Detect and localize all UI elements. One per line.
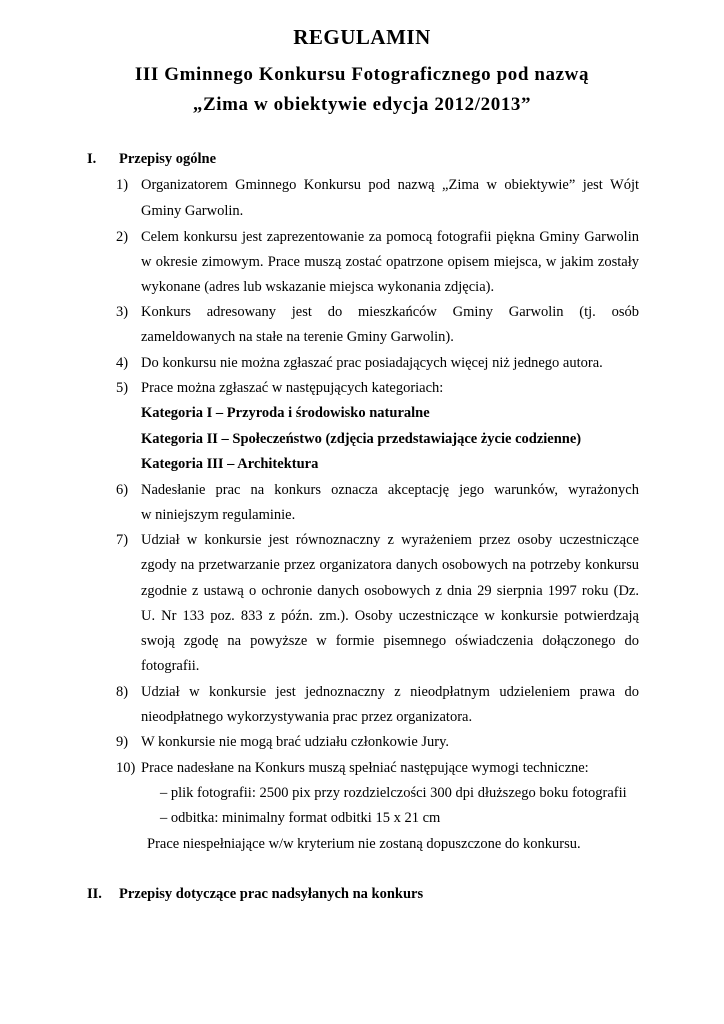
list-item-number: 8): [116, 684, 129, 700]
section-title: Przepisy dotyczące prac nadsyłanych na konkurs: [119, 886, 424, 902]
list-item-line: zgody na przetwarzanie przez organizatora danych osobowych na potrzeby konkursu: [141, 557, 639, 573]
requirement-note: Prace niespełniające w/w kryterium nie zostaną dopuszczone do konkursu.: [147, 836, 581, 852]
list-item-line: w niniejszym regulaminie.: [141, 507, 296, 523]
list-item-line: Gminy Garwolin.: [141, 203, 244, 219]
document-subtitle-line1: III Gminnego Konkursu Fotograficznego pod nazwą: [134, 64, 590, 85]
section-title: Przepisy ogólne: [119, 151, 217, 167]
list-item-number: 7): [116, 532, 129, 548]
list-item-line: Nadesłanie prac na konkurs oznacza akceptację jego warunków, wyrażonych: [141, 482, 639, 498]
category-line: Kategoria I – Przyroda i środowisko naturalne: [141, 405, 430, 421]
list-item-line: Celem konkursu jest zaprezentowanie za pomocą fotografii piękna Gminy Garwolin: [141, 229, 639, 245]
list-item-number: 3): [116, 304, 129, 320]
requirement-line: – odbitka: minimalny format odbitki 15 x 21 cm: [160, 810, 441, 826]
document-subtitle-line2: „Zima w obiektywie edycja 2012/2013”: [192, 94, 532, 115]
requirement-line: – plik fotografii: 2500 pix przy rozdzielczości 300 dpi dłuższego boku fotografii: [160, 785, 627, 801]
list-item-line: fotografii.: [141, 658, 200, 674]
list-item-line: zameldowanych na stałe na terenie Gminy Garwolin).: [141, 329, 454, 345]
list-item-line: Do konkursu nie można zgłaszać prac posiadających więcej niż jednego autora.: [141, 355, 603, 371]
list-item-line: Udział w konkursie jest jednoznaczny z nieodpłatnym udzieleniem prawa do: [141, 684, 639, 700]
list-item-number: 6): [116, 482, 129, 498]
list-item-number: 2): [116, 229, 129, 245]
list-item-line: wykonane (adres lub wskazanie miejsca wykonania zdjęcia).: [141, 279, 495, 295]
list-item-number: 1): [116, 177, 129, 193]
document-title: REGULAMIN: [293, 25, 431, 49]
list-item-line: zgodnie z ustawą o ochronie danych osobowych z dnia 29 sierpnia 1997 roku (Dz.: [141, 583, 639, 599]
list-item-line: Prace można zgłaszać w następujących kategoriach:: [141, 380, 444, 396]
list-item-line: Prace nadesłane na Konkurs muszą spełniać następujące wymogi techniczne:: [141, 760, 589, 776]
list-item-number: 9): [116, 734, 129, 750]
list-item-number: 4): [116, 355, 129, 371]
section-number: I.: [87, 151, 97, 167]
list-item-line: Udział w konkursie jest równoznaczny z wyrażeniem przez osoby uczestniczące: [141, 532, 639, 548]
list-item-line: W konkursie nie mogą brać udziału członkowie Jury.: [141, 734, 450, 750]
list-item-line: Konkurs adresowany jest do mieszkańców Gminy Garwolin (tj. osób: [141, 304, 639, 320]
list-item-line: nieodpłatnego wykorzystywania prac przez organizatora.: [141, 709, 473, 725]
list-item-number: 10): [116, 760, 136, 776]
category-line: Kategoria III – Architektura: [141, 456, 319, 472]
list-item-line: Organizatorem Gminnego Konkursu pod nazwą „Zima w obiektywie” jest Wójt: [141, 177, 639, 193]
list-item-line: U. Nr 133 poz. 833 z późn. zm.). Osoby uczestniczące w konkursie potwierdzają: [141, 608, 639, 624]
category-line: Kategoria II – Społeczeństwo (zdjęcia przedstawiające życie codzienne): [141, 431, 582, 447]
section-number: II.: [87, 886, 102, 902]
list-item-line: swoją zgodę na powyższe w formie pisemnego oświadczenia dołączonego do: [141, 633, 639, 649]
list-item-line: w okresie zimowym. Prace muszą zostać opatrzone opisem miejsca, w jakim zostały: [141, 254, 639, 270]
list-item-number: 5): [116, 380, 129, 396]
